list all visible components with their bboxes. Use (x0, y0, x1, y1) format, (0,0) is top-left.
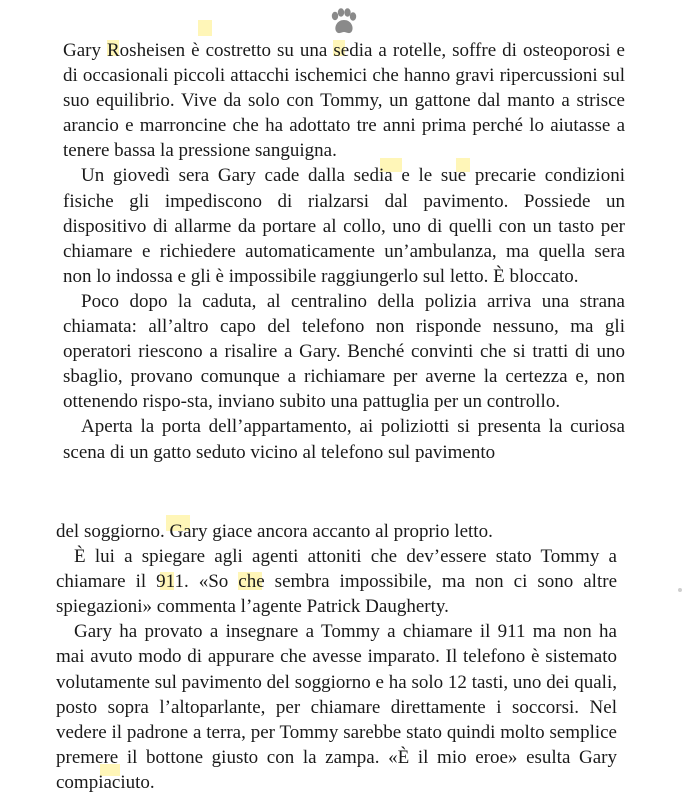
highlight-mark (198, 20, 212, 36)
paragraph: Gary Rosheisen è costretto su una sedia a rotelle, soffre di osteoporosi e di occasionali piccoli attacchi ischemici che hanno gravi ripercussioni sul suo equilibrio. Vive da solo con Tommy, un gattone dal manto a strisce arancio e marroncine che ha adottato tre anni prima perché lo aiutasse a tenere bassa la pressione sanguigna. (63, 40, 625, 162)
paragraph: È lui a spiegare agli agenti attoniti che dev’essere stato Tommy a chiamare il 911. «So che sembra impossibile, ma non ci sono altre spiegazioni» commenta l’agente Patrick Daugherty. (56, 546, 617, 618)
paragraph: del soggiorno. Gary giace ancora accanto al proprio letto. (56, 521, 493, 542)
scan-mark (678, 588, 682, 592)
paragraph: Gary ha provato a insegnare a Tommy a chiamare il 911 ma non ha mai avuto modo di appurare che avesse imparato. Il telefono è sistemato volutamente sul pavimento del soggiorno e ha solo 12 tasti, uno dei quali, posto sopra l’altoparlante, per chiamare direttamente i soccorsi. Nel vedere il padrone a terra, per Tommy sarebbe stato quindi molto semplice premere il bottone giusto con la zampa. «È il mio eroe» esulta Gary compiaciuto. (56, 621, 617, 793)
paragraph: Un giovedì sera Gary cade dalla sedia e le sue precarie condizioni fisiche gli impediscono di rialzarsi dal pavimento. Possiede un dispositivo di allarme da portare al collo, uno di quelli con un tasto per chiamare e richiedere automaticamente un’ambulanza, ma quella sera non lo indossa e gli è impossibile raggiungerlo sul letto. È bloccato. (63, 165, 625, 287)
paragraph: Aperta la porta dell’appartamento, ai poliziotti si presenta la curiosa scena di un gatto seduto vicino al telefono sul pavimento (63, 416, 625, 463)
paw-print-icon (328, 8, 358, 36)
top-text-region (63, 38, 625, 511)
bottom-text-block (56, 519, 617, 795)
paragraph: Poco dopo la caduta, al centralino della polizia arriva una strana chiamata: all’altro capo del telefono non risponde nessuno, ma gli operatori riescono a risalire a Gary. Benché convinti che si tratti di uno sbaglio, provano comunque a richiamare per averne la certezza e, non ottenendo rispo-sta, inviano subito una pattuglia per un controllo. (63, 290, 625, 413)
top-text-block (63, 38, 625, 465)
